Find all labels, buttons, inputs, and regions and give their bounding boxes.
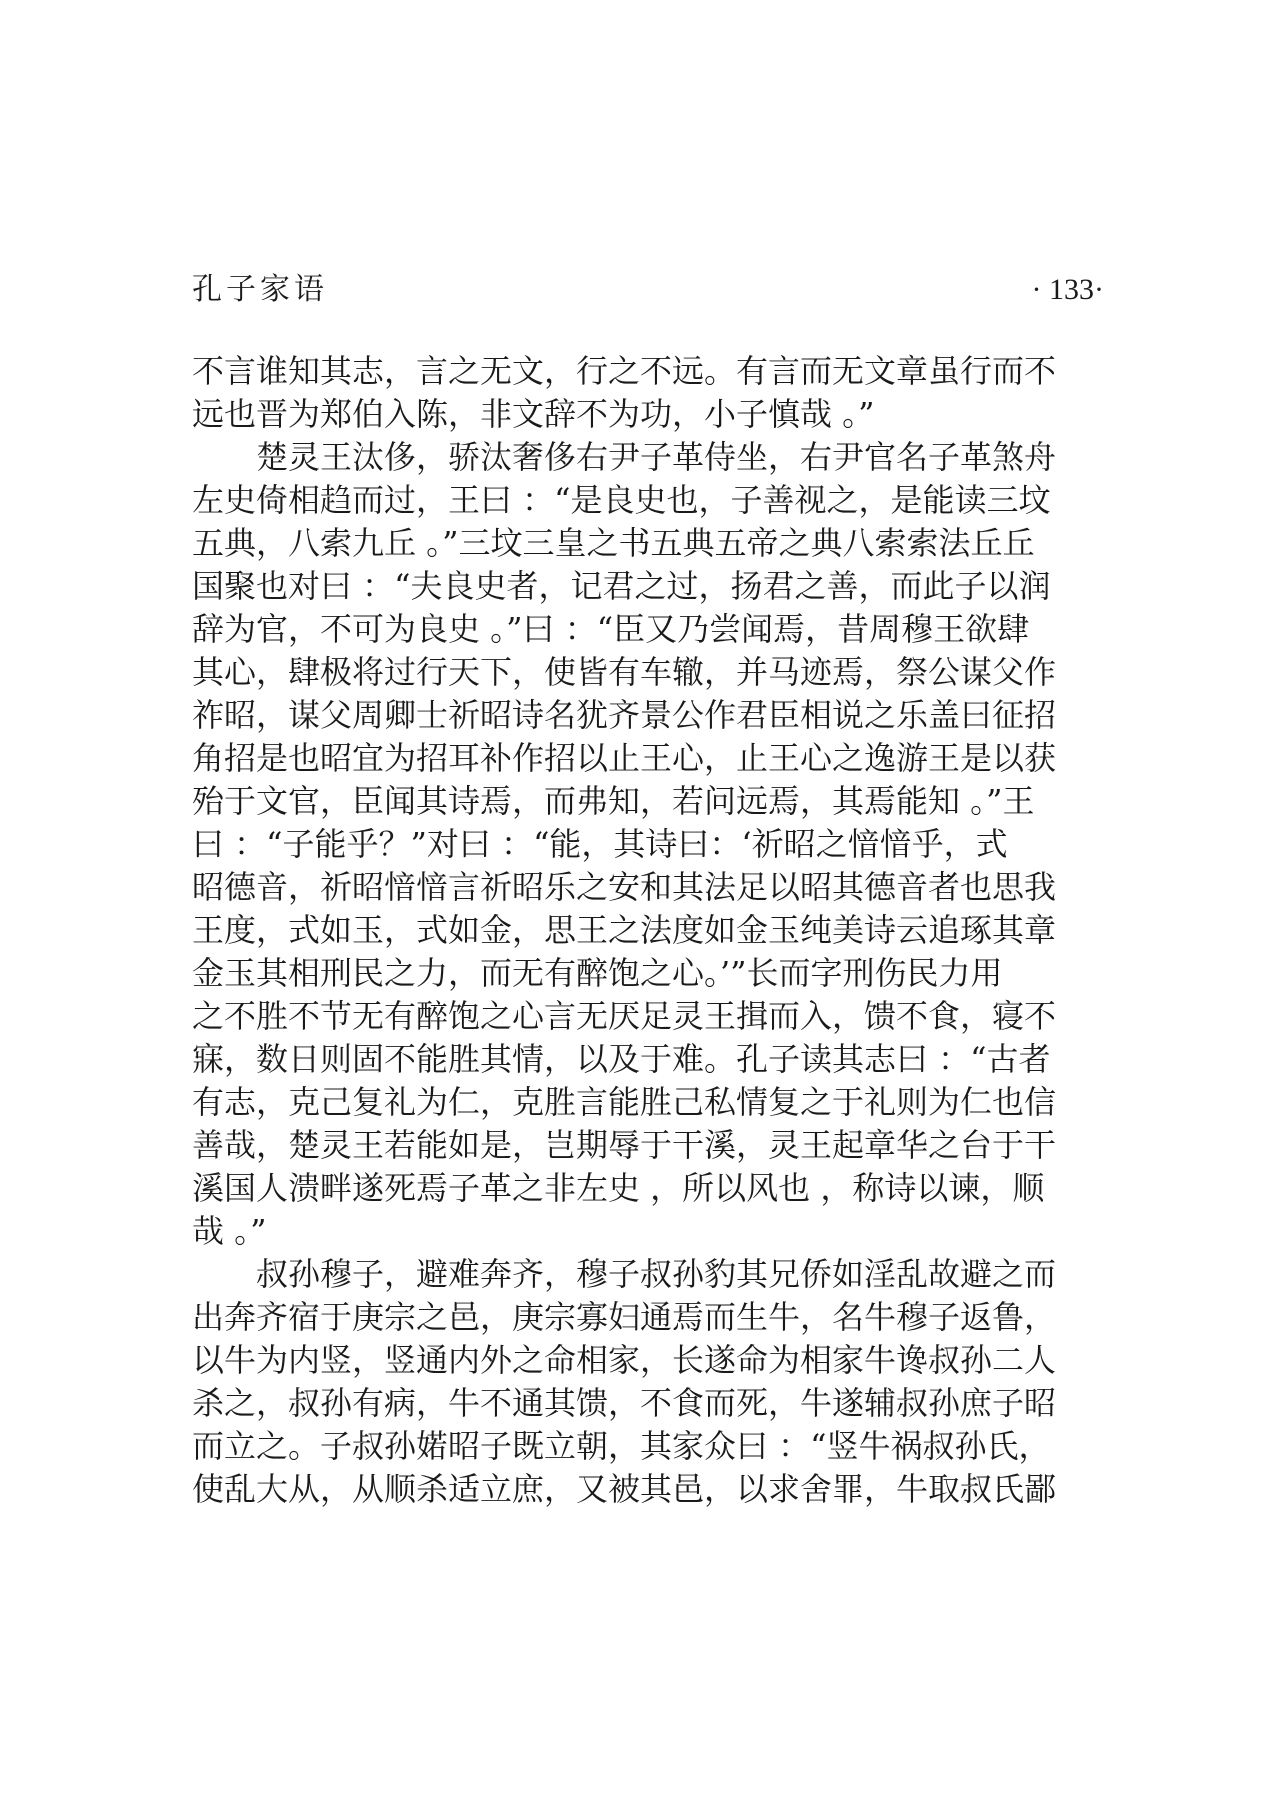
text-line: 昭德音，祈昭愔愔言祈昭乐之安和其法足以昭其德音者也思我 [192,868,1057,906]
text-line: 角招是也昭宜为招耳补作招以止王心，止王心之逸游王是以获 [192,739,1057,777]
text-line: 善哉，楚灵王若能如是，岂期辱于干溪，灵王起章华之台于干 [192,1126,1057,1164]
text-line: 左史倚相趋而过，王曰 ：“是良史也，子善视之，是能读三坟 [192,481,1051,519]
text-line: 国聚也对曰 ：“夫良史者，记君之过，扬君之善，而此子以润 [192,567,1051,605]
text-line: 祚昭，谋父周卿士祈昭诗名犹齐景公作君臣相说之乐盖曰征招 [192,696,1057,734]
body-text [192,350,1104,1511]
text-line: 使乱大从，从顺杀适立庶，又被其邑，以求舍罪，牛取叔氏鄙 [192,1470,1057,1508]
text-line: 寐，数日则固不能胜其情，以及于难。孔子读其志曰 ：“古者 [192,1040,1051,1078]
page-number: · 133· [1031,273,1104,306]
text-line: 出奔齐宿于庚宗之邑，庚宗寡妇通焉而生牛，名牛穆子返鲁， [192,1298,1057,1336]
book-title: 孔子家语 [192,272,328,307]
text-line: 之不胜不节无有醉饱之心言无厌足灵王揖而入，馈不食，寝不 [192,997,1057,1035]
text-line: 五典，八索九丘 。”三坟三皇之书五典五帝之典八索索法丘丘 [192,524,1035,562]
text-line: 殆于文官，臣闻其诗焉，而弗知，若问远焉，其焉能知 。”王 [192,782,1035,820]
text-line: 其心，肆极将过行天下，使皆有车辙，并马迹焉，祭公谋父作 [192,653,1057,691]
text-line: 叔孙穆子，避难奔齐，穆子叔孙豹其兄侨如淫乱故避之而 [192,1255,1057,1293]
text-line: 辞为官，不可为良史 。”曰 ：“臣又乃尝闻焉，昔周穆王欲肆 [192,610,1030,648]
text-line: 曰 ：“子能乎？”对曰 ：“能，其诗曰：‘祈昭之愔愔乎，式 [192,825,1008,863]
text-line: 杀之，叔孙有病，牛不通其馈，不食而死，牛遂辅叔孙庶子昭 [192,1384,1057,1422]
text-line: 哉 。” [192,1212,267,1250]
text-line: 楚灵王汰侈，骄汰奢侈右尹子革侍坐，右尹官名子革煞舟 [192,438,1057,476]
text-line: 远也晋为郑伯入陈，非文辞不为功，小子慎哉 。” [192,395,875,433]
text-line: 溪国人溃畔遂死焉子革之非左史 ，所以风也 ，称诗以谏，顺 [192,1169,1045,1207]
page-header [192,268,1104,312]
text-line: 以牛为内竖，竖通内外之命相家，长遂命为相家牛谗叔孙二人 [192,1341,1057,1379]
text-line: 有志，克己复礼为仁，克胜言能胜己私情复之于礼则为仁也信 [192,1083,1057,1121]
text-line: 金玉其相刑民之力，而无有醉饱之心。’”长而字刑伤民力用 [192,954,1003,992]
text-line: 不言谁知其志，言之无文，行之不远。有言而无文章虽行而不 [192,352,1057,390]
text-line: 而立之。子叔孙婼昭子既立朝，其家众曰 ：“竖牛祸叔孙氏， [192,1427,1051,1465]
text-line: 王度，式如玉，式如金，思王之法度如金玉纯美诗云追琢其章 [192,911,1057,949]
